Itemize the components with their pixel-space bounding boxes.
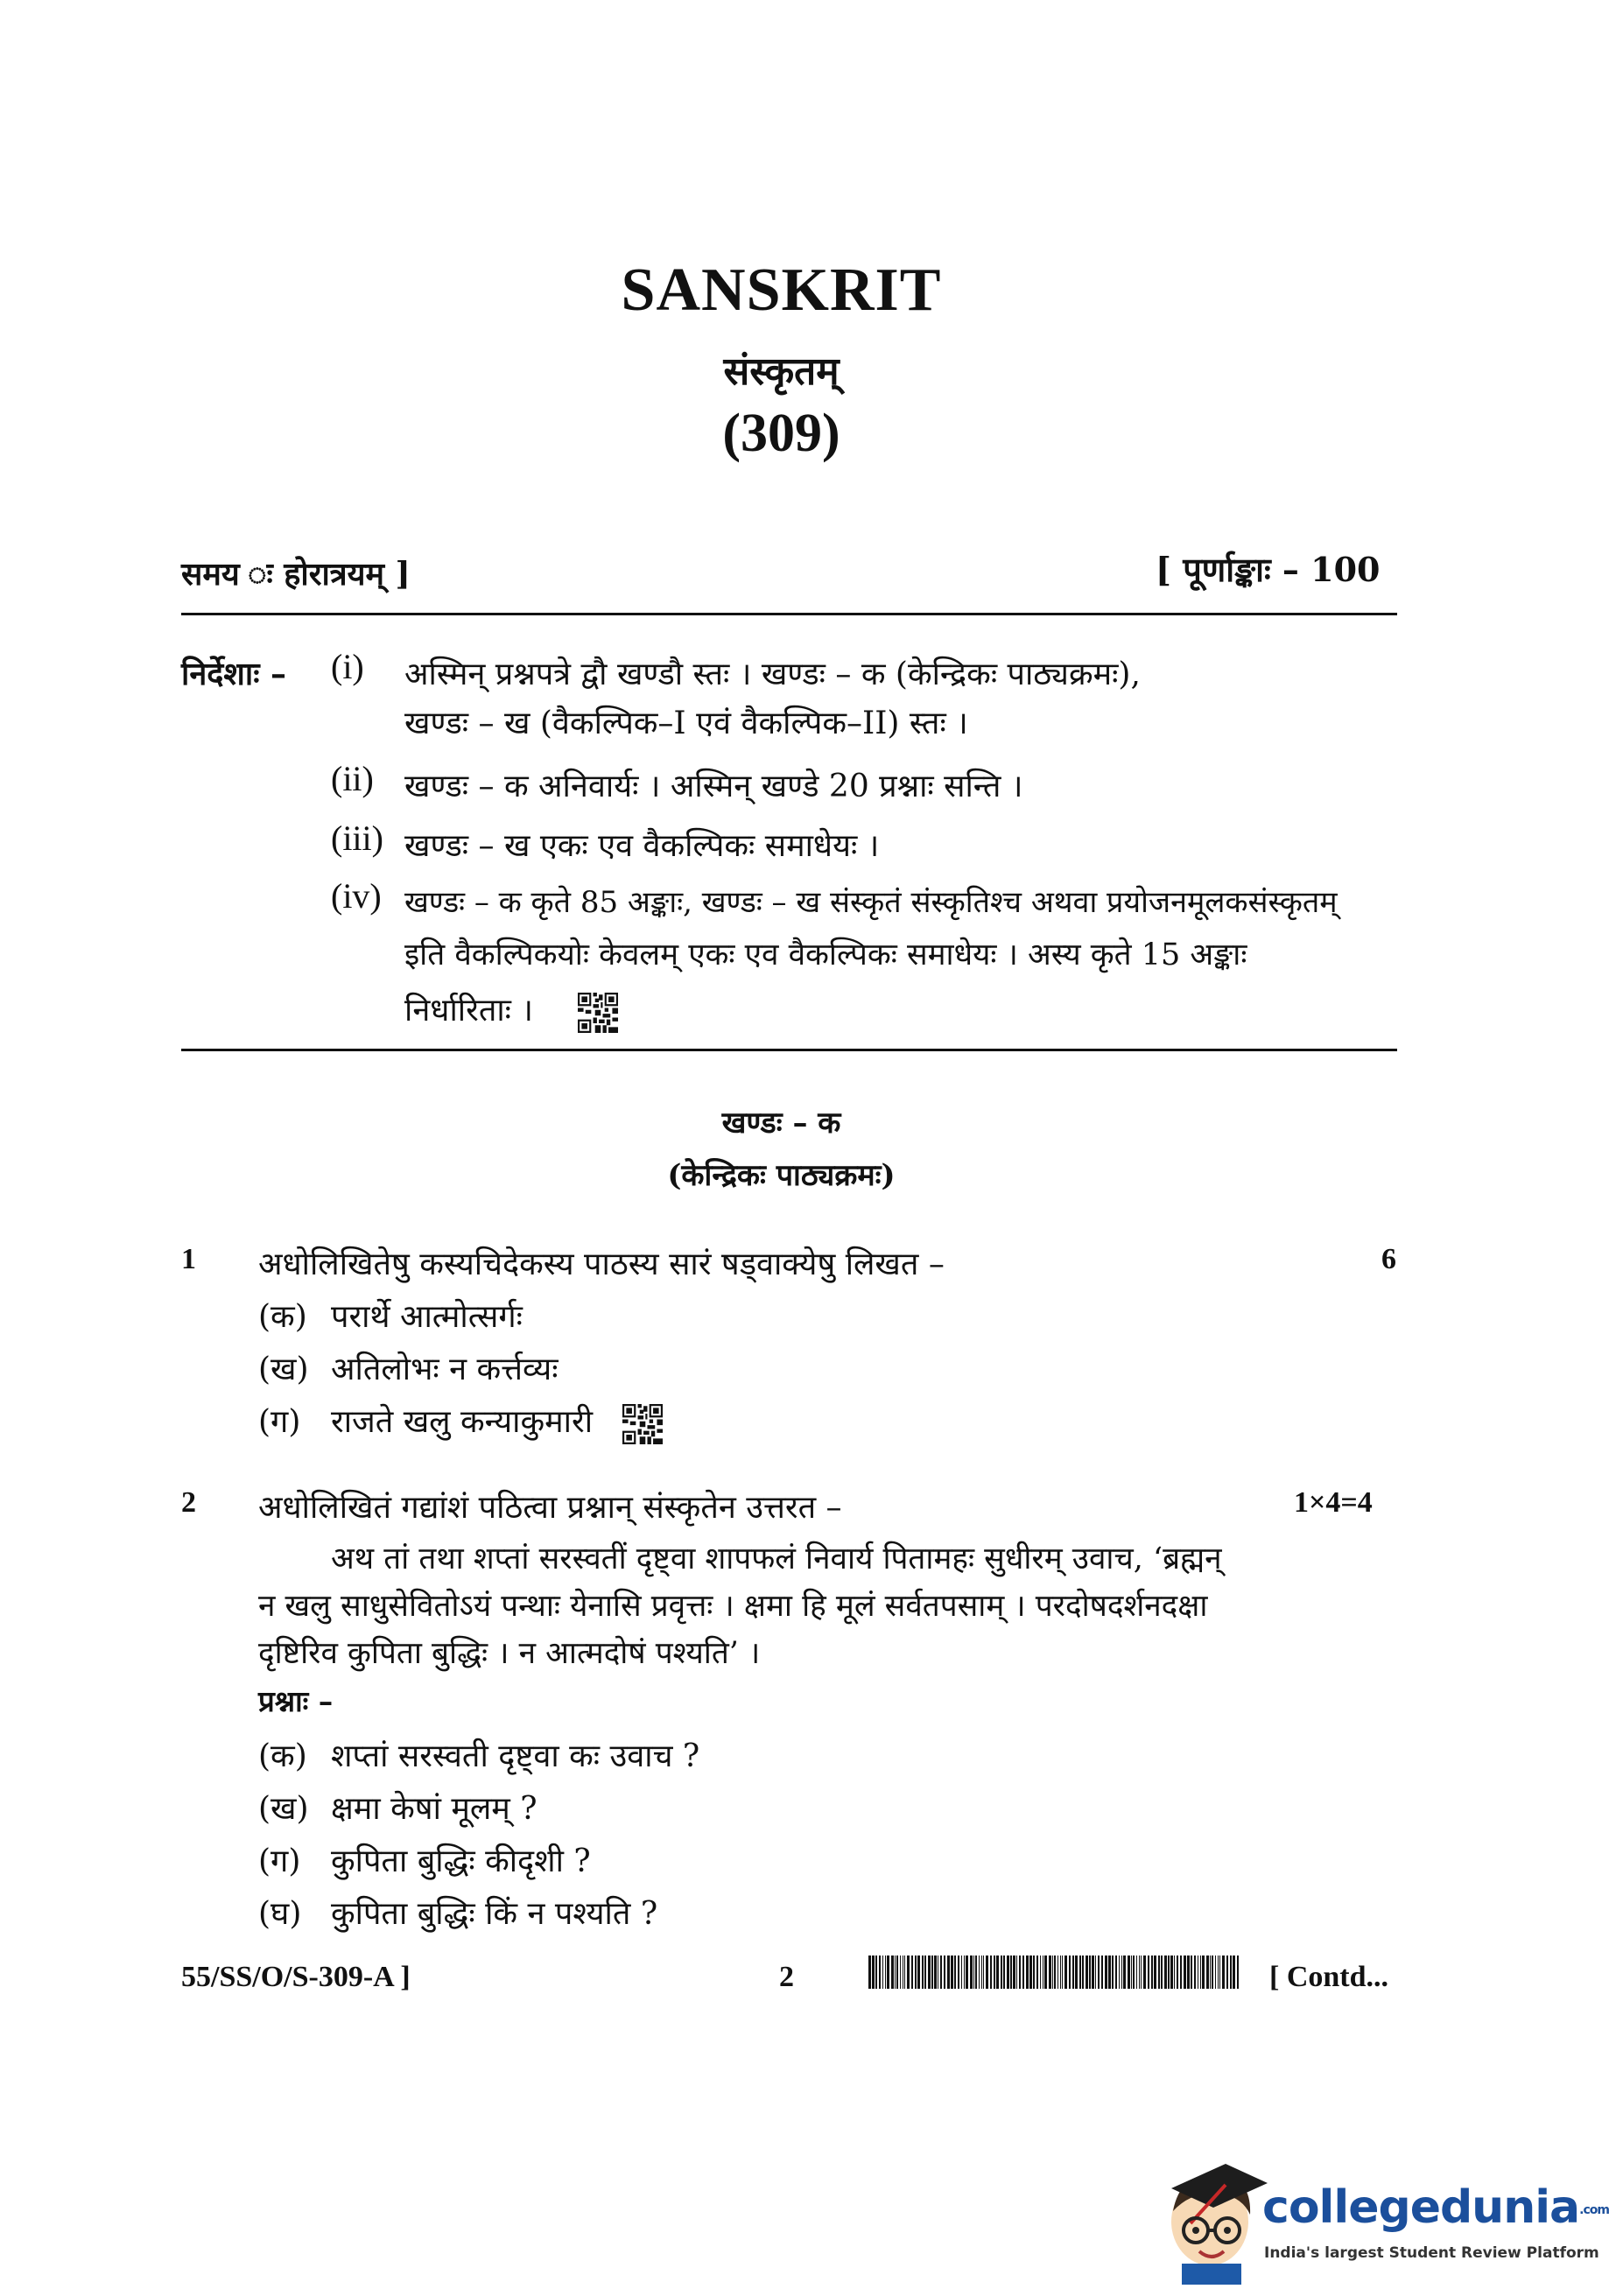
max-marks: [ पूर्णाङ्काः – 100 — [1156, 550, 1381, 589]
option-text: क्षमा केषां मूलम् ? — [331, 1791, 538, 1827]
qr-code-icon — [622, 1404, 663, 1444]
option-text: शप्तां सरस्वती दृष्ट्वा कः उवाच ? — [331, 1738, 700, 1774]
instruction-line: खण्डः – ख (वैकल्पिक–I एवं वैकल्पिक–II) स्तः । — [404, 706, 968, 741]
brand-tagline: India's largest Student Review Platform — [1264, 2244, 1599, 2262]
instruction-num: (i) — [331, 647, 364, 686]
option-label: (क) — [258, 1299, 307, 1335]
question-text: अधोलिखितं गद्यांशं पठित्वा प्रश्नान् संस्कृतेन उत्तरत – — [258, 1490, 842, 1526]
instruction-line-text: निर्धारिताः । — [404, 993, 534, 1029]
passage-line: अथ तां तथा शप्तां सरस्वतीं दृष्ट्वा शापफलं निवार्य पितामहः सुधीरम् उवाच, ‘ब्रह्मन् — [331, 1541, 1222, 1576]
instruction-line: खण्डः – क अनिवार्यः । अस्मिन् खण्डे 20 प्रश्नाः सन्ति । — [404, 769, 1023, 804]
divider-top — [181, 613, 1397, 615]
option-text: कुपिता बुद्धिः कीदृशी ? — [331, 1843, 591, 1879]
instruction-num: (iv) — [331, 876, 382, 916]
question-marks: 6 — [1381, 1243, 1396, 1275]
option-label: (क) — [258, 1738, 307, 1774]
instruction-line: खण्डः – ख एकः एव वैकल्पिकः समाधेयः । — [404, 828, 880, 864]
subject-code: (309) — [722, 404, 840, 463]
option-label: (घ) — [258, 1896, 302, 1932]
paper-code: 55/SS/O/S-309-A ] — [181, 1961, 411, 1993]
brand-name: collegedunia — [1262, 2181, 1580, 2234]
instruction-line: खण्डः – क कृते 85 अङ्काः, खण्डः – ख संस्कृतं संस्कृतिश्च अथवा प्रयोजनमूलकसंस्कृतम् — [404, 885, 1338, 920]
option-text: परार्थे आत्मोत्सर्गः — [331, 1299, 523, 1335]
subject-title: SANSKRIT — [621, 256, 942, 324]
page-number: 2 — [779, 1961, 794, 1993]
section-title: खण्डः – क — [721, 1106, 841, 1141]
time-allowed: समय ः होरात्रयम् ] — [181, 556, 411, 593]
barcode-icon — [867, 1954, 1243, 1991]
collegedunia-watermark — [1156, 2153, 1609, 2285]
option-label: (ख) — [258, 1352, 309, 1387]
instruction-line — [404, 987, 618, 1033]
option-text: राजते खलु कन्याकुमारी — [331, 1404, 594, 1440]
divider-instructions — [181, 1049, 1397, 1051]
instruction-num: (ii) — [331, 759, 374, 798]
question-marks: 1×4=4 — [1294, 1486, 1373, 1519]
passage-line: दृष्टिरिव कुपिता बुद्धिः । न आत्मदोषं पश्यति’ । — [258, 1636, 761, 1671]
option-text: अतिलोभः न कर्त्तव्यः — [331, 1352, 559, 1387]
brand-domain: .com — [1579, 2203, 1609, 2217]
student-mascot-icon — [1156, 2153, 1269, 2285]
instruction-line: इति वैकल्पिकयोः केवलम् एकः एव वैकल्पिकः समाधेयः । अस्य कृते 15 अङ्काः — [404, 937, 1247, 972]
question-number: 2 — [181, 1486, 196, 1519]
instruction-num: (iii) — [331, 818, 383, 858]
section-subtitle: (केन्द्रिकः पाठ्यक्रमः) — [667, 1158, 896, 1193]
subject-title-sanskrit: संस्कृतम् — [723, 349, 840, 394]
question-text: अधोलिखितेषु कस्यचिदेकस्य पाठस्य सारं षड्वाक्येषु लिखत – — [258, 1246, 945, 1282]
qr-code-icon — [578, 993, 618, 1033]
option-label: (ग) — [258, 1404, 301, 1440]
continued-label: [ Contd... — [1269, 1961, 1389, 1993]
option-label: (ख) — [258, 1791, 309, 1827]
option-label: (ग) — [258, 1843, 301, 1879]
instruction-line: अस्मिन् प्रश्नपत्रे द्वौ खण्डौ स्तः । खण्डः – क (केन्द्रिकः पाठ्यक्रमः), — [404, 657, 1141, 692]
questions-label: प्रश्नाः – — [258, 1684, 334, 1718]
option-item — [331, 1399, 663, 1444]
question-number: 1 — [181, 1243, 196, 1275]
passage-line: न खलु साधुसेवितोऽयं पन्थाः येनासि प्रवृत्तः । क्षमा हि मूलं सर्वतपसाम् । परदोषदर्शनदक्षा — [258, 1589, 1208, 1624]
instructions-label: निर्देशाः – — [181, 656, 287, 692]
option-text: कुपिता बुद्धिः किं न पश्यति ? — [331, 1896, 658, 1932]
